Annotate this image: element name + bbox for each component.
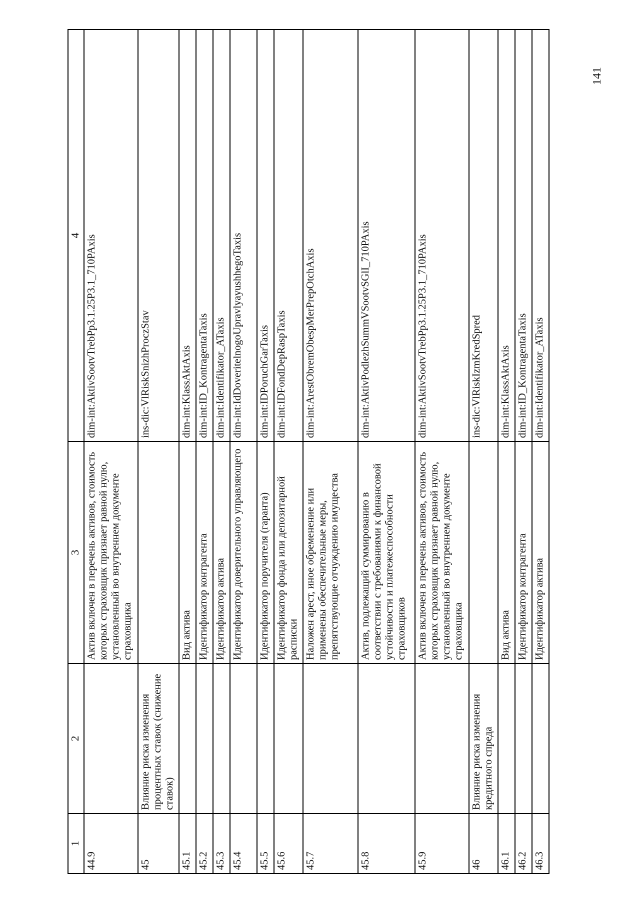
row-description: Идентификатор актива: [532, 442, 549, 664]
row-code: dim-int:IdDoveritelnogoUpravlyayushhegoTaxis: [230, 30, 257, 442]
rotated-table-container: [68, 30, 573, 874]
row-name: [515, 664, 532, 814]
row-name: [84, 664, 138, 814]
header-col-4: 4: [68, 30, 84, 442]
table-row: [196, 30, 213, 874]
row-number: 45.5: [257, 814, 274, 874]
row-name: Влияние риска изменения процентных ставок (снижение ставок): [138, 664, 179, 814]
row-name: [532, 664, 549, 814]
row-description: Идентификатор фонда или депозитарной расписки: [274, 442, 303, 664]
table-row: [515, 30, 532, 874]
table-body: [84, 30, 549, 874]
row-name: [257, 664, 274, 814]
row-description: [138, 442, 179, 664]
row-code: ins-dic:VlRiskSnizhProczStav: [138, 30, 179, 442]
row-number: 45.3: [213, 814, 230, 874]
table-row: [230, 30, 257, 874]
row-code: dim-int:KlassAktAxis: [179, 30, 196, 442]
row-number: 45.8: [358, 814, 415, 874]
row-code: dim-int:Identifikator_ATaxis: [532, 30, 549, 442]
row-name: [498, 664, 515, 814]
table-row: [179, 30, 196, 874]
row-code: dim-int:Identifikator_ATaxis: [213, 30, 230, 442]
table-row: [138, 30, 179, 874]
row-code: dim-int:ID_KontragentaTaxis: [515, 30, 532, 442]
row-description: [469, 442, 498, 664]
row-description: Актив включен в перечень активов, стоимость которых страховщик признает равной нулю, установленный во внутреннем документе страховщика: [415, 442, 469, 664]
row-number: 45.7: [303, 814, 358, 874]
row-code: dim-int:AktivSootvTrebPp3.1.25P3.1_710PAxis: [415, 30, 469, 442]
row-number: 44.9: [84, 814, 138, 874]
row-description: Идентификатор поручителя (гаранта): [257, 442, 274, 664]
row-code: dim-int:AktivPodlezhSummVSootvSGlI_710PAxis: [358, 30, 415, 442]
row-description: Идентификатор доверительного управляющего: [230, 442, 257, 664]
data-table: [68, 29, 550, 874]
row-name: [415, 664, 469, 814]
row-code: dim-int:ArestObremObespMerPrepOtchAxis: [303, 30, 358, 442]
row-name: [358, 664, 415, 814]
row-name: [230, 664, 257, 814]
header-col-3: 3: [68, 442, 84, 664]
row-name: [274, 664, 303, 814]
row-description: Вид актива: [498, 442, 515, 664]
row-name: [196, 664, 213, 814]
row-code: dim-int:IDFondDepRaspTaxis: [274, 30, 303, 442]
table-header: [68, 30, 84, 874]
table-row: [303, 30, 358, 874]
page-number: 141: [589, 67, 604, 85]
row-number: 45: [138, 814, 179, 874]
row-code: dim-int:KlassAktAxis: [498, 30, 515, 442]
row-number: 45.2: [196, 814, 213, 874]
row-description: Актив включен в перечень активов, стоимость которых страховщик признает равной нулю, установленный во внутреннем документе страховщика: [84, 442, 138, 664]
table-row: [213, 30, 230, 874]
table-row: [84, 30, 138, 874]
row-code: dim-int:IDPoruchGarTaxis: [257, 30, 274, 442]
header-col-1: 1: [68, 814, 84, 874]
row-code: dim-int:ID_KontragentaTaxis: [196, 30, 213, 442]
table-row: [415, 30, 469, 874]
row-number: 45.6: [274, 814, 303, 874]
row-name: [213, 664, 230, 814]
row-name: Влияние риска изменения кредитного спреда: [469, 664, 498, 814]
table-row: [358, 30, 415, 874]
row-name: [303, 664, 358, 814]
table-row: [498, 30, 515, 874]
header-col-2: 2: [68, 664, 84, 814]
row-number: 46.2: [515, 814, 532, 874]
table-row: [274, 30, 303, 874]
row-name: [179, 664, 196, 814]
row-description: Вид актива: [179, 442, 196, 664]
row-description: Идентификатор контрагента: [196, 442, 213, 664]
table-row: [532, 30, 549, 874]
row-number: 45.1: [179, 814, 196, 874]
row-description: Идентификатор контрагента: [515, 442, 532, 664]
row-number: 46: [469, 814, 498, 874]
row-number: 46.1: [498, 814, 515, 874]
row-code: dim-int:AktivSootvTrebPp3.1.25P3.1_710PAxis: [84, 30, 138, 442]
row-number: 45.9: [415, 814, 469, 874]
row-code: ins-dic:VlRiskIzmKredSpred: [469, 30, 498, 442]
table-row: [469, 30, 498, 874]
row-description: Наложен арест, иное обременение или применены обеспечительные меры, препятствующие отчуждению имущества: [303, 442, 358, 664]
table-row: [257, 30, 274, 874]
row-description: Актив, подлежащий суммированию в соответствии с требованиями к финансовой устойчивости и платежеспособности страховщиков: [358, 442, 415, 664]
row-number: 46.3: [532, 814, 549, 874]
row-number: 45.4: [230, 814, 257, 874]
row-description: Идентификатор актива: [213, 442, 230, 664]
